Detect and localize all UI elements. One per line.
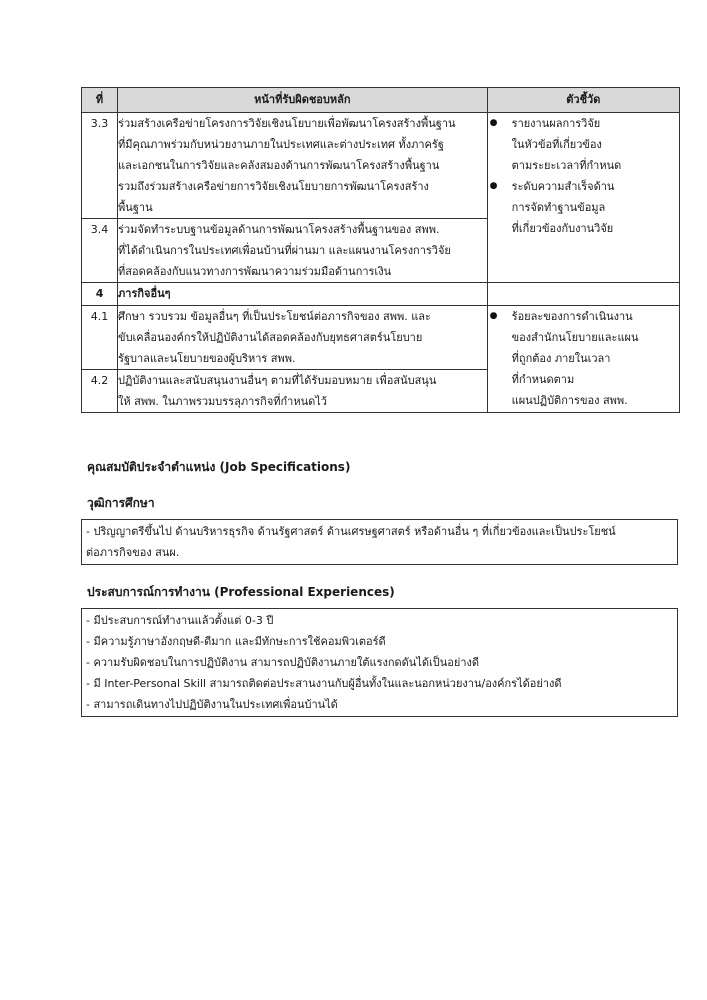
header-no: ที่ [82,88,118,113]
kpi-line: แผนปฏิบัติการของ สพพ. [511,394,628,407]
kpi-line: ที่เกี่ยวข้องกับงานวิจัย [511,222,614,235]
experience-line: - มีประสบการณ์ทำงานแล้วตั้งแต่ 0-3 ปี [86,614,274,627]
experience-line: - มี Inter-Personal Skill สามารถติดต่อประสานงานกับผู้อื่นทั้งในและนอกหน่วยงาน/องค์กรได้อย่างดี [86,677,562,690]
table-section-row [82,283,680,306]
row-number: 4.2 [82,370,118,413]
education-line: - ปริญญาตรีขึ้นไป ด้านบริหารธุรกิจ ด้านรัฐศาสตร์ ด้านเศรษฐศาสตร์ หรือด้านอื่น ๆ ที่เกี่ยวข้องและเป็นประโยชน์ [86,525,616,538]
experience-line: - มีความรู้ภาษาอังกฤษดี-ดีมาก และมีทักษะการใช้คอมพิวเตอร์ดี [86,635,386,648]
duty-line: พื้นฐาน [118,201,153,214]
duty-line: ศึกษา รวบรวม ข้อมูลอื่นๆ ที่เป็นประโยชน์ต่อภารกิจของ สพพ. และ [118,310,431,323]
duty-text [118,370,488,413]
experience-title: ประสบการณ์การทำงาน (Professional Experiences) [87,585,395,599]
table-row [82,113,680,219]
row-number: 3.3 [82,113,118,219]
experience-line: - สามารถเดินทางไปปฏิบัติงานในประเทศเพื่อนบ้านได้ [86,698,338,711]
empty-cell [487,283,679,306]
duty-line: ที่ได้ดำเนินการในประเทศเพื่อนบ้านที่ผ่านมา และแผนงานโครงการวิจัย [118,244,451,257]
kpi-item [488,113,679,176]
duty-line: ร่วมจัดทำระบบฐานข้อมูลด้านการพัฒนาโครงสร้างพื้นฐานของ สพพ. [118,223,440,236]
duty-line: ปฏิบัติงานและสนับสนุนงานอื่นๆ ตามที่ได้รับมอบหมาย เพื่อสนับสนุน [118,374,437,387]
kpi-list [488,113,679,239]
kpi-cell [487,306,679,413]
row-number: 4.1 [82,306,118,370]
kpi-line: ● ระดับความสำเร็จด้าน [511,180,615,193]
kpi-cell [487,113,679,283]
duty-text [118,113,488,219]
duty-line: รัฐบาลและนโยบายของผู้บริหาร สพพ. [118,352,296,365]
kpi-line: ตามระยะเวลาที่กำหนด [511,159,622,172]
table-header-row [82,88,680,113]
education-line: ต่อภารกิจของ สนผ. [86,546,180,559]
kpi-item [488,306,679,411]
header-kpi: ตัวชี้วัด [487,88,679,113]
job-spec-title: คุณสมบัติประจำตำแหน่ง (Job Specifications) [87,460,351,474]
duty-line: ร่วมสร้างเครือข่ายโครงการวิจัยเชิงนโยบายเพื่อพัฒนาโครงสร้างพื้นฐาน [118,117,456,130]
kpi-line: ของสำนักนโยบายและแผน [511,331,639,344]
experience-line: - ความรับผิดชอบในการปฏิบัติงาน สามารถปฏิบัติงานภายใต้แรงกดดันได้เป็นอย่างดี [86,656,480,669]
education-box [81,519,678,565]
kpi-line: ที่ถูกต้อง ภายในเวลา [511,352,611,365]
experience-box [81,608,678,717]
duty-line: ให้ สพพ. ในภาพรวมบรรลุภารกิจที่กำหนดไว้ [118,395,327,408]
duties-table [81,87,680,413]
duty-text [118,219,488,283]
kpi-line: ในหัวข้อที่เกี่ยวข้อง [511,138,602,151]
section-title: ภารกิจอื่นๆ [118,283,488,306]
duty-line: และเอกชนในการวิจัยและคลังสมองด้านการพัฒนาโครงสร้างพื้นฐาน [118,159,440,172]
duty-line: ขับเคลื่อนองค์กรให้ปฏิบัติงานได้สอดคล้องกับยุทธศาสตร์นโยบาย [118,331,423,344]
kpi-line: ● รายงานผลการวิจัย [511,117,601,130]
table-row [82,306,680,370]
duty-line: ที่มีคุณภาพร่วมกับหน่วยงานภายในประเทศและต่างประเทศ ทั้งภาครัฐ [118,138,444,151]
row-number: 4 [82,283,118,306]
kpi-item [488,176,679,239]
kpi-line: ● ร้อยละของการดำเนินงาน [511,310,633,323]
row-number: 3.4 [82,219,118,283]
education-title: วุฒิการศึกษา [87,496,155,510]
duty-line: ที่สอดคล้องกับแนวทางการพัฒนาความร่วมมือด้านการเงิน [118,265,392,278]
kpi-line: ที่กำหนดตาม [511,373,575,386]
kpi-line: การจัดทำฐานข้อมูล [511,201,606,214]
duty-text [118,306,488,370]
header-duty: หน้าที่รับผิดชอบหลัก [118,88,488,113]
duty-line: รวมถึงร่วมสร้างเครือข่ายการวิจัยเชิงนโยบายการพัฒนาโครงสร้าง [118,180,429,193]
kpi-list [488,306,679,411]
